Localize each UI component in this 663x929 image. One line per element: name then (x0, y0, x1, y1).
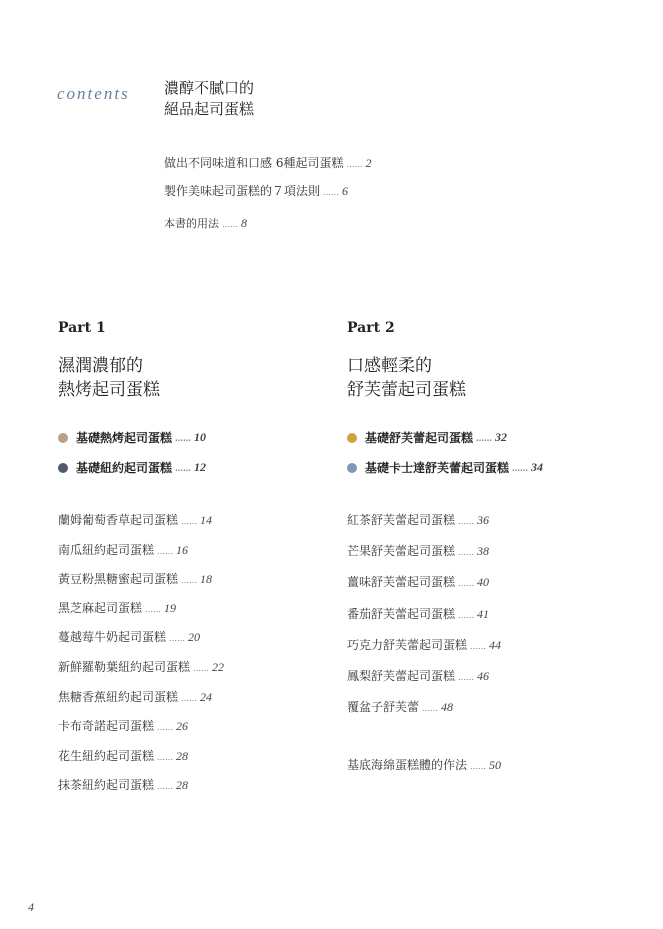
toc-entry[interactable] (347, 573, 489, 590)
leader-dots: …… (169, 634, 186, 643)
base-entry-title: 基礎熱烤起司蛋糕 (76, 431, 173, 445)
toc-entry[interactable] (58, 570, 212, 587)
toc-entry-page: 18 (200, 572, 213, 586)
leader-dots: …… (323, 188, 340, 197)
part1-base-entry[interactable] (58, 429, 206, 446)
toc-entry[interactable] (58, 541, 188, 558)
toc-entry-page: 46 (477, 669, 490, 683)
part2-base-entry[interactable] (347, 429, 507, 446)
intro-entry-title: 製作美味起司蛋糕的７項法則 (164, 184, 321, 198)
leader-dots: …… (157, 782, 174, 791)
leader-dots: …… (175, 432, 192, 443)
book-title (164, 78, 254, 120)
leader-dots: …… (470, 762, 487, 771)
leader-dots: …… (157, 547, 174, 556)
part1-title-line2: 熱烤起司蛋糕 (58, 380, 160, 400)
toc-entry[interactable] (58, 776, 188, 793)
leader-dots: …… (157, 753, 174, 762)
toc-entry-page: 16 (176, 543, 189, 557)
book-title-line2: 絕品起司蛋糕 (164, 100, 255, 118)
base-entry-page: 32 (495, 430, 508, 444)
toc-entry-page: 44 (489, 638, 502, 652)
leader-dots: …… (458, 579, 475, 588)
base-entry-page: 34 (531, 460, 544, 474)
toc-entry[interactable] (58, 658, 224, 675)
part1-title (58, 354, 160, 402)
leader-dots: …… (157, 723, 174, 732)
toc-entry-title: 巧克力舒芙蕾起司蛋糕 (347, 638, 468, 652)
toc-entry-title: 芒果舒芙蕾起司蛋糕 (347, 544, 456, 558)
toc-entry-title: 抹茶紐約起司蛋糕 (58, 778, 155, 792)
intro-entry-page: 6 (342, 184, 349, 198)
toc-entry-title: 花生紐約起司蛋糕 (58, 749, 155, 763)
toc-entry-page: 24 (200, 690, 213, 704)
toc-entry[interactable] (347, 605, 489, 622)
leader-dots: …… (470, 642, 487, 651)
toc-entry-title: 基底海綿蛋糕體的作法 (347, 758, 468, 772)
leader-dots: …… (145, 605, 162, 614)
part1-title-line1: 濕潤濃郁的 (58, 356, 143, 376)
toc-entry-title: 覆盆子舒芙蕾 (347, 700, 420, 714)
bullet-dot (58, 433, 68, 443)
toc-entry-page: 20 (188, 630, 201, 644)
toc-entry-page: 26 (176, 719, 189, 733)
toc-entry-page: 50 (489, 758, 502, 772)
intro-entry[interactable] (164, 154, 371, 171)
contents-heading: contents (57, 84, 130, 103)
leader-dots: …… (346, 160, 363, 169)
toc-entry-page: 38 (477, 544, 490, 558)
intro-entry[interactable] (164, 182, 348, 199)
intro-entry-page: 8 (241, 216, 247, 230)
toc-entry-title: 番茄舒芙蕾起司蛋糕 (347, 607, 456, 621)
toc-entry[interactable] (347, 511, 489, 528)
toc-entry-page: 41 (477, 607, 490, 621)
part1-base-entry[interactable] (58, 459, 206, 476)
leader-dots: …… (422, 704, 439, 713)
toc-entry-page: 14 (200, 513, 213, 527)
leader-dots: …… (181, 576, 198, 585)
leader-dots: …… (458, 517, 475, 526)
intro-entry-title: 本書的用法 (164, 217, 219, 230)
toc-entry[interactable] (347, 542, 489, 559)
toc-entry-title: 蘭姆葡萄香草起司蛋糕 (58, 513, 179, 527)
toc-entry[interactable] (58, 688, 212, 705)
toc-entry-title: 南瓜紐約起司蛋糕 (58, 543, 155, 557)
leader-dots: …… (181, 694, 198, 703)
bullet-dot (58, 463, 68, 473)
toc-entry-title: 卡布奇諾起司蛋糕 (58, 719, 155, 733)
part2-base-entry[interactable] (347, 459, 543, 476)
toc-entry[interactable] (347, 636, 501, 653)
bullet-dot (347, 433, 357, 443)
toc-entry-title: 焦糖香蕉紐約起司蛋糕 (58, 690, 179, 704)
leader-dots: …… (458, 548, 475, 557)
toc-entry-title: 黑芝麻起司蛋糕 (58, 601, 143, 615)
part2-label: Part 2 (347, 320, 395, 336)
part2-title (347, 354, 466, 402)
leader-dots: …… (512, 462, 529, 473)
part2-title-line2: 舒芙蕾起司蛋糕 (347, 380, 466, 400)
toc-entry[interactable] (347, 698, 453, 715)
base-entry-page: 12 (194, 460, 207, 474)
toc-entry[interactable] (58, 599, 176, 616)
leader-dots: …… (222, 220, 238, 229)
base-entry-title: 基礎紐約起司蛋糕 (76, 461, 173, 475)
leader-dots: …… (458, 611, 475, 620)
toc-entry-title: 蔓越莓牛奶起司蛋糕 (58, 630, 167, 644)
page-number: 4 (28, 900, 34, 914)
toc-entry-page: 28 (176, 749, 189, 763)
intro-entry-page: 2 (365, 156, 372, 170)
leader-dots: …… (476, 432, 493, 443)
toc-entry[interactable] (58, 511, 212, 528)
base-entry-title: 基礎舒芙蕾起司蛋糕 (365, 431, 474, 445)
leader-dots: …… (458, 673, 475, 682)
toc-entry-title: 黃豆粉黑糖蜜起司蛋糕 (58, 572, 179, 586)
toc-entry-title: 鳳梨舒芙蕾起司蛋糕 (347, 669, 456, 683)
part1-label: Part 1 (58, 320, 106, 336)
toc-entry-page: 22 (212, 660, 225, 674)
toc-entry-page: 48 (441, 700, 454, 714)
toc-entry[interactable] (58, 717, 188, 734)
leader-dots: …… (175, 462, 192, 473)
toc-entry-extra[interactable] (347, 756, 501, 773)
toc-entry[interactable] (58, 628, 200, 645)
base-entry-page: 10 (194, 430, 207, 444)
toc-entry-page: 19 (164, 601, 177, 615)
intro-entry[interactable] (164, 215, 247, 231)
toc-entry-page: 28 (176, 778, 189, 792)
toc-entry-page: 40 (477, 575, 490, 589)
leader-dots: …… (181, 517, 198, 526)
part2-title-line1: 口感輕柔的 (347, 356, 432, 376)
leader-dots: …… (193, 664, 210, 673)
toc-entry[interactable] (347, 667, 489, 684)
toc-entry-title: 新鮮羅勒葉紐約起司蛋糕 (58, 660, 191, 674)
book-title-line1: 濃醇不膩口的 (164, 79, 255, 97)
intro-entry-title: 做出不同味道和口感 6種起司蛋糕 (164, 156, 344, 170)
base-entry-title: 基礎卡士達舒芙蕾起司蛋糕 (365, 461, 510, 475)
bullet-dot (347, 463, 357, 473)
toc-entry-page: 36 (477, 513, 490, 527)
toc-entry[interactable] (58, 747, 188, 764)
toc-entry-title: 紅茶舒芙蕾起司蛋糕 (347, 513, 456, 527)
toc-entry-title: 薑味舒芙蕾起司蛋糕 (347, 575, 456, 589)
